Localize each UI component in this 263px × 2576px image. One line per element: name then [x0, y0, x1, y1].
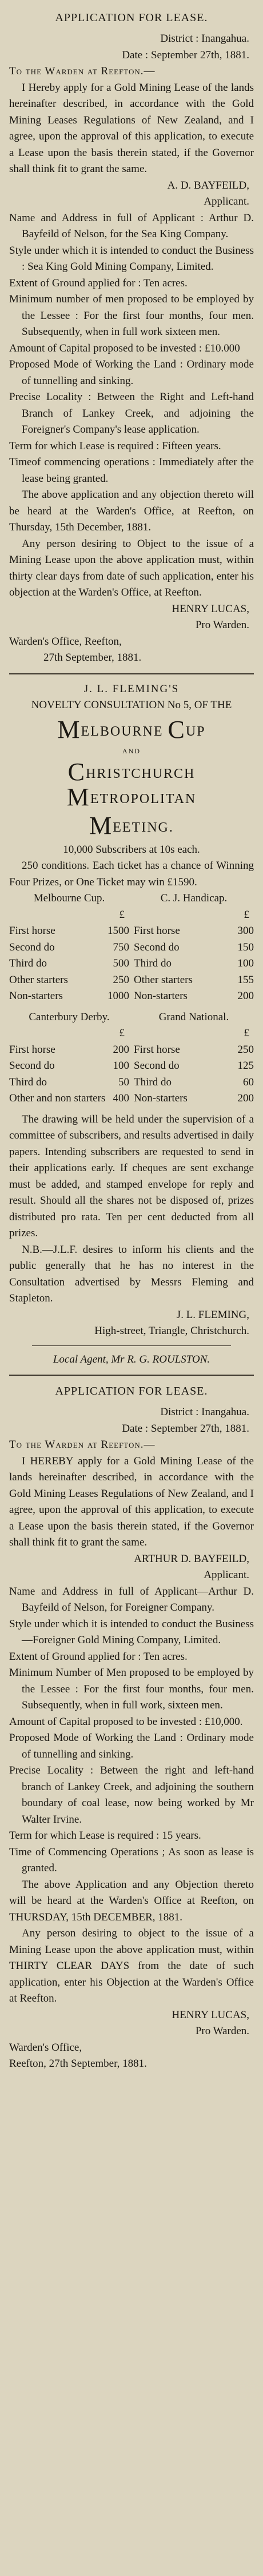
subscribers-line: 10,000 Subscribers at 10s each. — [63, 843, 200, 856]
applicant-signature: A. D. BAYFEILD, — [167, 179, 249, 191]
grand-national-label: Grand National. — [158, 1011, 229, 1023]
warden-role: Pro Warden. — [195, 619, 249, 631]
agent-divider — [32, 1345, 231, 1346]
and-word: AND — [122, 746, 141, 755]
notice-field: Extent of Ground applied for : Ten acres. — [9, 277, 188, 289]
prize-row: Third do 50 — [9, 1076, 129, 1088]
lease-notice-foreigner — [9, 1383, 254, 2072]
drawing-text: The drawing will be held under the supervision of a committee of subscribers, and results advertised in daily papers. Intending subscribers are requested to send in their applications early. If cheques are sent exchange must be added, and stamped envelope for reply and result. Should all the shares not be disposed of, prizes distributed pro rata. Ten per cent deducted from all prizes. — [9, 1113, 254, 1239]
warden-office-date: 27th September, 1881. — [43, 652, 142, 664]
prize-row: First horse 250 — [134, 1043, 254, 1056]
prize-table-top — [9, 890, 254, 1005]
notice-field: Name and Address in full of Applicant : Arthur D. Bayfeild of Nelson, for the Sea King Company. — [9, 211, 254, 240]
melbourne-label: Melbourne Cup. — [33, 892, 105, 904]
notice-field: Name and Address in full of Applicant—Arthur D. Bayfeild of Nelson, for Foreigner Company. — [9, 1585, 254, 1614]
notice-hearing: The above Application and any Objection thereto will be heard at the Warden's Office at Reefton, on THURSDAY, 15th DECEMBER, 1881. — [9, 1878, 254, 1923]
nb-text: N.B.—J.L.F. desires to inform his clients and the public generally that he has no interest in the Consultation advertised by Messrs Fleming and Stapleton. — [9, 1243, 254, 1304]
notice-field: Time of Commencing Operations ; As soon as lease is granted. — [9, 1846, 254, 1874]
prize-row: First horse 1500 — [9, 925, 129, 937]
prize-row: Second do 750 — [9, 941, 129, 953]
notice-field: Style under which it is intended to conduct the Business—Foreigner Gold Mining Company, Limited. — [9, 1618, 254, 1646]
lease-notice-sea-king — [9, 9, 254, 666]
notice-objection: Any person desiring to Object to the issue of a Mining Lease upon the above application must, within thirty clear days from date of such application, enter his objection at the Warden's Office, at Reefton. — [9, 537, 254, 598]
notice-field: Proposed Mode of Working the Land : Ordinary mode of tunnelling and sinking. — [9, 1732, 254, 1760]
prize-row: Second do 150 — [134, 941, 254, 953]
grand-national-prizes: Grand National. £ First horse 250 Second do 125 Third do 60 Non-starters 200 — [134, 1009, 254, 1107]
notice-field: Style under which it is intended to conduct the Business : Sea King Gold Mining Company, Limited. — [9, 244, 254, 273]
christchurch-metropolitan-title: CHRISTCHURCH METROPOLITAN — [66, 757, 197, 811]
local-agent: Local Agent, Mr R. G. ROULSTON. — [53, 1353, 210, 1365]
notice-field: Precise Locality : Between the Right and Left-hand Branch of Lankey Creek, and adjoining the Foreigner's Company's lease application. — [9, 391, 254, 436]
section-divider — [9, 1375, 254, 1376]
notice-field: Minimum number of men proposed to be employed by the Lessee : For the first four months, four men. Subsequently, when in full work sixteen men. — [9, 293, 254, 338]
notice-field: Precise Locality : Between the right and left-hand branch of Lankey Creek, and adjoining the southern boundary of coal lease, now being worked by Mr Walter Irvine. — [9, 1764, 254, 1826]
notice-hearing: The above application and any objection thereto will be heard at the Warden's Office, at Reefton, on Thursday, 15th December, 1881. — [9, 489, 254, 533]
notice-field: Proposed Mode of Working the Land : Ordinary mode of tunnelling and sinking. — [9, 358, 254, 387]
prize-row: Non-starters 200 — [134, 1092, 254, 1104]
prize-row: Non-starters 200 — [134, 990, 254, 1002]
warden-office: Warden's Office, Reefton, — [9, 635, 122, 648]
warden-name: HENRY LUCAS, — [172, 602, 249, 615]
fleming-signature: J. L. FLEMING, — [176, 1308, 249, 1321]
canterbury-prizes: Canterbury Derby. £ First horse 200 Second do 100 Third do 50 Other and non starters 400 — [9, 1009, 129, 1107]
notice-field: Extent of Ground applied for : Ten acres. — [9, 1650, 188, 1663]
meeting-title: MEETING. — [89, 811, 174, 840]
notice-field: Amount of Capital proposed to be invested : £10,000. — [9, 1715, 243, 1728]
notice-date: Date : September 27th, 1881. — [122, 1422, 249, 1435]
applicant-role: Applicant. — [204, 1569, 249, 1581]
fleming-consultation-ad — [9, 681, 254, 1368]
notice-field: Timeof commencing operations : Immediately after the lease being granted. — [9, 456, 254, 485]
prize-row: Other and non starters 400 — [9, 1092, 129, 1104]
section-divider — [9, 673, 254, 674]
warden-role: Pro Warden. — [195, 2025, 249, 2037]
prize-row: Third do 100 — [134, 957, 254, 969]
melbourne-cup-title: MELBOURNE CUP — [57, 715, 206, 744]
cj-prizes: C. J. Handicap. £ First horse 300 Second do 150 Third do 100 Other starters 155 Non-starters 200 — [134, 890, 254, 1005]
notice-body: I HEREBY apply for a Gold Mining Lease of the lands hereinafter described, in accordance with the Gold Mining Leases Regulations of New Zealand, and I agree, upon the approval of this application, to execute a Lease upon the basis therein stated, if the Governor shall think fit to grant the same. — [9, 1455, 254, 1548]
notice-heading: APPLICATION FOR LEASE. — [55, 1385, 208, 1397]
notice-district: District : Inangahua. — [160, 33, 249, 45]
notice-addressee: To the Warden at Reefton.— — [9, 1439, 156, 1451]
applicant-role: Applicant. — [204, 195, 249, 207]
notice-date: Date : September 27th, 1881. — [122, 49, 249, 61]
conditions-text: 250 conditions. Each ticket has a chance of Winning Four Prizes, or One Ticket may win £1590. — [9, 860, 254, 888]
prize-row: First horse 300 — [134, 925, 254, 937]
ad-header: J. L. FLEMING'S — [83, 682, 180, 695]
warden-office-date: Reefton, 27th September, 1881. — [9, 2058, 147, 2070]
prize-row: Other starters 155 — [134, 973, 254, 986]
notice-body: I Hereby apply for a Gold Mining Lease of the lands hereinafter described, in accordance with the Gold Mining Leases Regulations of New Zealand, and I agree, upon the approval of this application, to execute a Lease upon the basis therein stated, if the Governor shall think fit to grant the same. — [9, 81, 254, 175]
prize-row: First horse 200 — [9, 1043, 129, 1056]
notice-field: Amount of Capital proposed to be invested : £10.000 — [9, 342, 240, 354]
notice-addressee: To the Warden at Reefton.— — [9, 65, 156, 77]
notice-heading: APPLICATION FOR LEASE. — [55, 11, 208, 24]
canterbury-label: Canterbury Derby. — [29, 1011, 110, 1023]
warden-office: Warden's Office, — [9, 2041, 82, 2054]
prize-row: Other starters 250 — [9, 973, 129, 986]
fleming-address: High-street, Triangle, Christchurch. — [94, 1325, 249, 1337]
notice-field: Minimum Number of Men proposed to be employed by the Lessee : For the first four months, four men. Subsequently, when in full work, sixteen men. — [9, 1667, 254, 1711]
applicant-signature: ARTHUR D. BAYFEILD, — [134, 1552, 249, 1565]
melbourne-prizes: Melbourne Cup. £ First horse 1500 Second do 750 Third do 500 Other starters 250 Non-starters 1000 — [9, 890, 129, 1005]
prize-row: Second do 125 — [134, 1060, 254, 1072]
prize-row: Second do 100 — [9, 1060, 129, 1072]
prize-row: Third do 500 — [9, 957, 129, 969]
warden-name: HENRY LUCAS, — [172, 2008, 249, 2021]
cj-label: C. J. Handicap. — [160, 892, 228, 904]
notice-field: Term for which Lease is required : 15 years. — [9, 1830, 201, 1842]
prize-row: Third do 60 — [134, 1076, 254, 1088]
notice-field: Term for which Lease is required : Fifteen years. — [9, 440, 221, 452]
prize-table-bottom — [9, 1009, 254, 1107]
prize-row: Non-starters 1000 — [9, 990, 129, 1002]
ad-subheader: NOVELTY CONSULTATION No 5, OF THE — [31, 699, 232, 711]
notice-district: District : Inangahua. — [160, 1406, 249, 1418]
notice-objection: Any person desiring to object to the issue of a Mining Lease upon the above application must, within THIRTY CLEAR DAYS from the date of such application, enter his Objection at the Warden's Office at Reefton. — [9, 1927, 254, 2004]
